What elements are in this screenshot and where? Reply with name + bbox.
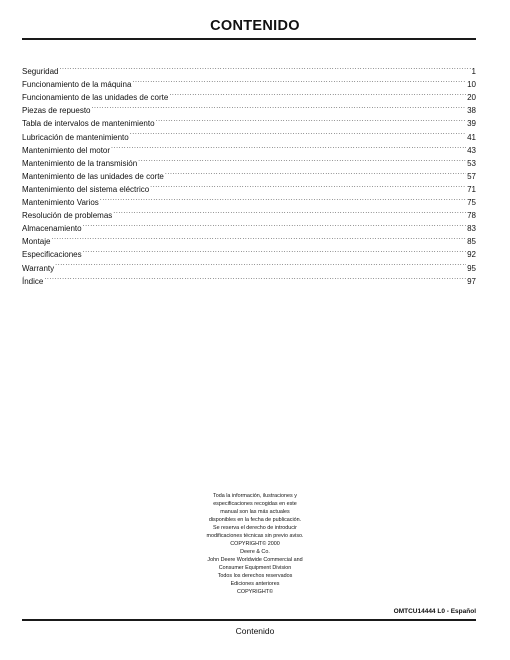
notice-line: COPYRIGHT© <box>236 589 274 595</box>
toc-entry-page-number: 71 <box>467 184 476 194</box>
toc-entry-page-number: 10 <box>467 80 476 90</box>
toc-entry-label: Resolución de problemas <box>22 211 113 221</box>
dot-leader <box>169 87 466 100</box>
toc-entry-label: Mantenimiento del sistema eléctrico <box>22 184 150 194</box>
toc-entry[interactable] <box>22 231 476 247</box>
notice-line: Se reserva el derecho de introducir <box>213 525 297 531</box>
notice-line: Todos los derechos reservados <box>217 573 293 579</box>
toc-entry[interactable] <box>22 61 476 77</box>
toc-entry-page-number: 41 <box>467 132 476 142</box>
title-divider <box>22 38 476 40</box>
toc-entry-page-number: 78 <box>467 211 476 221</box>
toc-entry-label: Seguridad <box>22 67 59 77</box>
toc-entry-page-number: 83 <box>467 224 476 234</box>
toc-entry-label: Funcionamiento de la máquina <box>22 80 132 90</box>
toc-entry-page-number: 85 <box>467 237 476 247</box>
notice-line: Ediciones anteriores <box>230 581 280 587</box>
toc-entry-label: Mantenimiento del motor <box>22 145 111 155</box>
toc-entry[interactable] <box>22 271 476 284</box>
notice-line: manual son las más actuales <box>220 509 290 515</box>
toc-entry-page-number: 20 <box>467 93 476 103</box>
dot-leader <box>83 218 467 231</box>
toc-entry-page-number: 43 <box>467 145 476 155</box>
toc-entry-label: Mantenimiento de las unidades de corte <box>22 171 164 181</box>
dot-leader <box>150 179 466 192</box>
toc-entry[interactable] <box>22 218 476 234</box>
toc-entry-label: Lubricación de mantenimiento <box>22 132 129 142</box>
copyright-notice <box>160 492 350 596</box>
dot-leader <box>111 140 466 153</box>
dot-leader <box>92 100 467 113</box>
toc-entry-page-number: 57 <box>467 171 476 181</box>
dot-leader <box>113 205 466 218</box>
dot-leader <box>83 244 467 257</box>
notice-line: Consumer Equipment Division <box>218 565 292 571</box>
toc-entry-label: Warranty <box>22 263 55 273</box>
notice-line: modificaciones técnicas sin previo aviso. <box>206 533 304 539</box>
toc-entry[interactable] <box>22 74 476 90</box>
dot-leader <box>138 153 466 166</box>
dot-leader <box>132 74 466 87</box>
toc-entry-page-number: 38 <box>467 106 476 116</box>
notice-line: disponibles en la fecha de publicación. <box>208 517 302 523</box>
dot-leader <box>44 271 466 284</box>
toc-entry-label: Funcionamiento de las unidades de corte <box>22 93 169 103</box>
footer-divider <box>22 619 476 621</box>
table-of-contents <box>22 61 476 284</box>
dot-leader <box>51 231 466 244</box>
dot-leader <box>59 61 470 74</box>
toc-entry-label: Mantenimiento de la transmisión <box>22 158 138 168</box>
toc-entry-page-number: 75 <box>467 198 476 208</box>
toc-entry[interactable] <box>22 257 476 273</box>
toc-entry-label: Especificaciones <box>22 250 82 260</box>
notice-line: Deere & Co. <box>240 549 270 555</box>
toc-entry-label: Tabla de intervalos de mantenimiento <box>22 119 155 129</box>
page-title: CONTENIDO <box>210 18 300 34</box>
toc-entry-page-number: 92 <box>467 250 476 260</box>
toc-entry[interactable] <box>22 244 476 260</box>
dot-leader <box>165 166 466 179</box>
toc-entry-label: Mantenimiento Varios <box>22 198 99 208</box>
notice-line: Toda la información, ilustraciones y <box>213 493 297 499</box>
footer-section-name: Contenido <box>235 626 275 636</box>
notice-line: especificaciones recogidas en este <box>213 501 297 507</box>
dot-leader <box>130 126 466 139</box>
toc-entry-page-number: 39 <box>467 119 476 129</box>
dot-leader <box>100 192 466 205</box>
toc-entry-page-number: 95 <box>467 263 476 273</box>
toc-entry-page-number: 53 <box>467 158 476 168</box>
dot-leader <box>156 113 467 126</box>
document-id: OMTCU14444 L0 - Español <box>393 608 476 615</box>
toc-entry-page-number: 97 <box>467 276 476 286</box>
dot-leader <box>55 257 466 270</box>
notice-line: John Deere Worldwide Commercial and <box>207 557 303 563</box>
toc-entry-label: Índice <box>22 276 44 286</box>
notice-line: COPYRIGHT© 2000 <box>230 541 280 547</box>
toc-entry-label: Montaje <box>22 237 51 247</box>
toc-entry-page-number: 1 <box>471 67 476 77</box>
toc-entry-label: Piezas de repuesto <box>22 106 91 116</box>
toc-entry-label: Almacenamiento <box>22 224 82 234</box>
